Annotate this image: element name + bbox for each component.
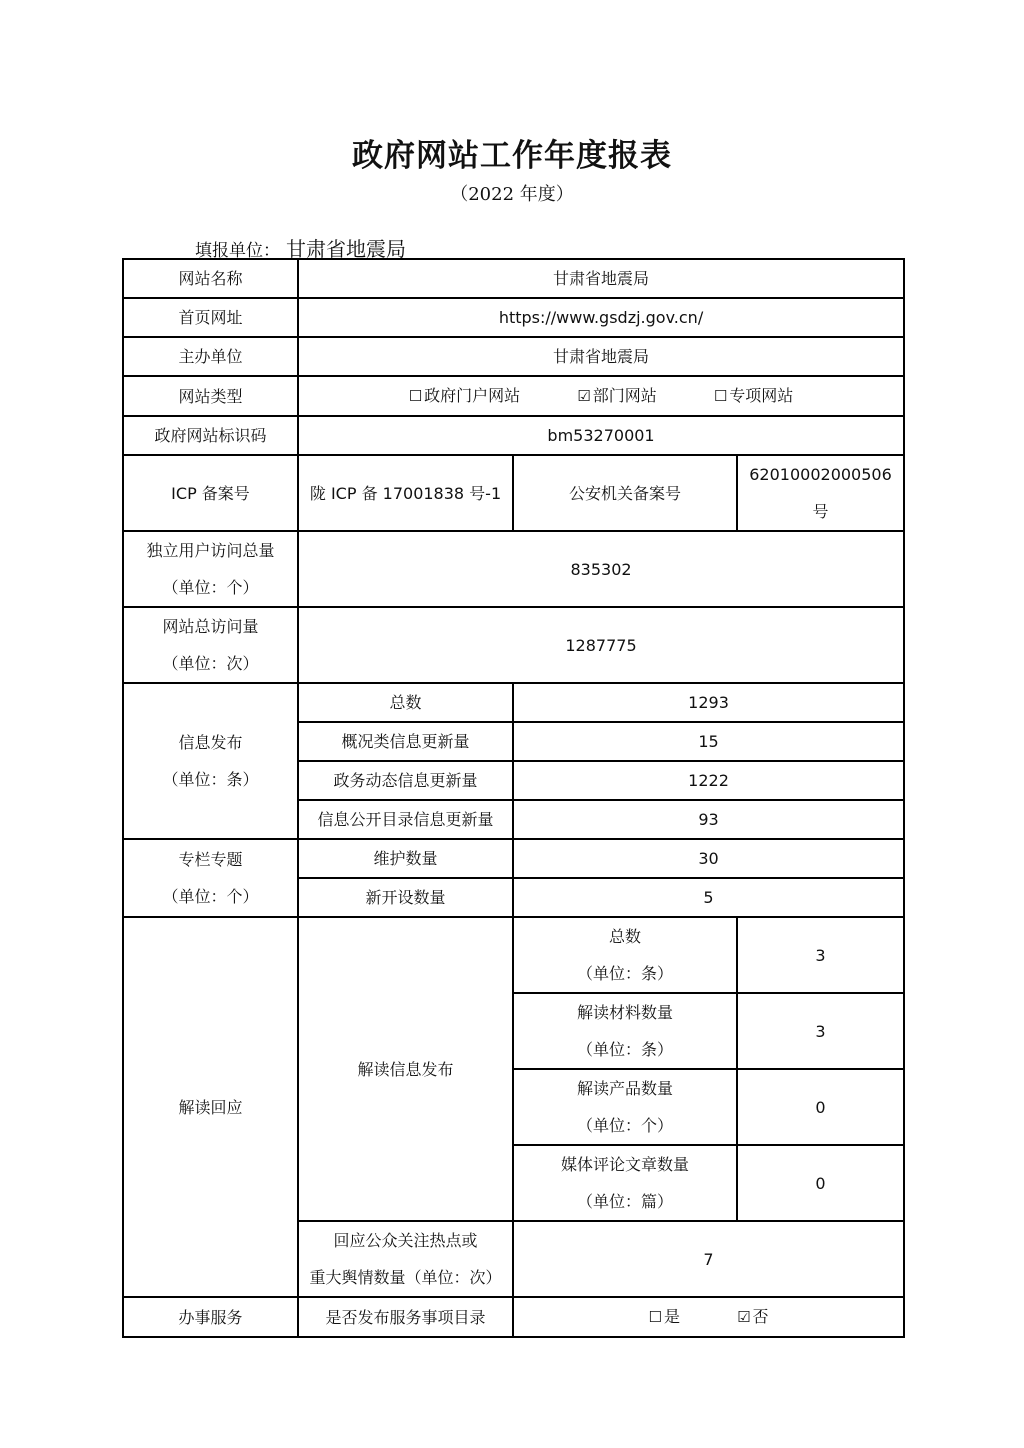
- unique-visitors-unit: （单位：个）: [162, 578, 259, 597]
- interp-item-label: [513, 993, 737, 1069]
- interp-item-title: 总数: [608, 927, 641, 946]
- columns-label: [123, 839, 298, 917]
- icp-label: ICP 备案号: [123, 455, 298, 531]
- site-type-options: [298, 376, 904, 416]
- columns-item-value: 5: [513, 878, 904, 917]
- total-visits-label: [123, 607, 298, 683]
- unique-visitors-title: 独立用户访问总量: [146, 541, 275, 560]
- row-site-code: [123, 416, 904, 455]
- interp-item-label: [513, 917, 737, 993]
- checkbox-unchecked-icon: ☐: [408, 387, 423, 405]
- row-info-total: [123, 683, 904, 722]
- interp-item-label: [513, 1069, 737, 1145]
- columns-item-label: 新开设数量: [298, 878, 513, 917]
- services-label: 办事服务: [123, 1297, 298, 1337]
- columns-title: 专栏专题: [178, 850, 243, 869]
- unique-visitors-label: [123, 531, 298, 607]
- row-icp: [123, 455, 904, 531]
- response-label-line-1: 回应公众关注热点或: [333, 1231, 478, 1250]
- row-unique-visitors: [123, 531, 904, 607]
- unique-visitors-value: 835302: [298, 531, 904, 607]
- interpretation-sub-label: 解读信息发布: [298, 917, 513, 1221]
- interp-item-label: [513, 1145, 737, 1221]
- site-type-option-label: 政府门户网站: [424, 386, 521, 405]
- police-record-value: 62010002000506 号: [737, 455, 904, 531]
- report-table: [122, 258, 905, 1338]
- info-item-value: 93: [513, 800, 904, 839]
- icp-value: 陇 ICP 备 17001838 号-1: [298, 455, 513, 531]
- row-services: [123, 1297, 904, 1337]
- interp-item-value: 3: [737, 917, 904, 993]
- site-type-option-label: 部门网站: [592, 386, 657, 405]
- site-type-option-special[interactable]: [714, 377, 793, 415]
- interp-item-title: 解读产品数量: [576, 1079, 673, 1098]
- row-columns-maintained: [123, 839, 904, 878]
- services-option-yes[interactable]: [649, 1298, 680, 1336]
- info-item-value: 1293: [513, 683, 904, 722]
- reporting-unit-label: 填报单位：: [195, 241, 280, 261]
- info-item-value: 1222: [513, 761, 904, 800]
- checkbox-unchecked-icon: ☐: [713, 387, 728, 405]
- site-type-option-label: 专项网站: [729, 386, 794, 405]
- interp-item-value: 0: [737, 1069, 904, 1145]
- site-type-label: 网站类型: [123, 376, 298, 416]
- site-code-label: 政府网站标识码: [123, 416, 298, 455]
- row-homepage: [123, 298, 904, 337]
- interp-item-value: 0: [737, 1145, 904, 1221]
- info-publish-unit: （单位：条）: [162, 770, 259, 789]
- host-unit-value: 甘肃省地震局: [298, 337, 904, 376]
- row-total-visits: [123, 607, 904, 683]
- row-interp-total: [123, 917, 904, 993]
- site-type-option-portal[interactable]: [409, 377, 520, 415]
- interp-item-unit: （单位：条）: [576, 964, 673, 983]
- info-item-label: 政务动态信息更新量: [298, 761, 513, 800]
- interp-item-title: 媒体评论文章数量: [560, 1155, 689, 1174]
- columns-unit: （单位：个）: [162, 887, 259, 906]
- columns-item-label: 维护数量: [298, 839, 513, 878]
- checkbox-checked-icon: ☑: [737, 1308, 751, 1326]
- homepage-link[interactable]: https://www.gsdzj.gov.cn/: [298, 298, 904, 337]
- row-site-type: [123, 376, 904, 416]
- interp-item-unit: （单位：条）: [576, 1040, 673, 1059]
- site-code-value: bm53270001: [298, 416, 904, 455]
- homepage-label: 首页网址: [123, 298, 298, 337]
- interpretation-label: 解读回应: [123, 917, 298, 1297]
- reporting-unit-value: 甘肃省地震局: [286, 237, 406, 261]
- services-options: [513, 1297, 904, 1337]
- site-type-option-department[interactable]: [577, 377, 656, 415]
- interp-item-unit: （单位：篇）: [576, 1192, 673, 1211]
- row-site-name: [123, 259, 904, 298]
- checkbox-unchecked-icon: ☐: [648, 1308, 662, 1326]
- interp-item-value: 3: [737, 993, 904, 1069]
- interp-item-unit: （单位：个）: [576, 1116, 673, 1135]
- row-host-unit: [123, 337, 904, 376]
- total-visits-unit: （单位：次）: [162, 654, 259, 673]
- response-label-line-2: 重大舆情数量（单位：次）: [309, 1268, 502, 1287]
- host-unit-label: 主办单位: [123, 337, 298, 376]
- checkbox-checked-icon: ☑: [577, 387, 591, 405]
- services-option-label: 否: [752, 1307, 769, 1326]
- interp-item-title: 解读材料数量: [576, 1003, 673, 1022]
- page-title: 政府网站工作年度报表: [352, 138, 672, 174]
- info-publish-title: 信息发布: [178, 733, 243, 752]
- response-value: 7: [513, 1221, 904, 1297]
- services-option-no[interactable]: [737, 1298, 768, 1336]
- info-item-value: 15: [513, 722, 904, 761]
- services-option-label: 是: [663, 1307, 680, 1326]
- total-visits-title: 网站总访问量: [162, 617, 259, 636]
- site-name-value: 甘肃省地震局: [298, 259, 904, 298]
- total-visits-value: 1287775: [298, 607, 904, 683]
- police-record-label: 公安机关备案号: [513, 455, 737, 531]
- info-item-label: 概况类信息更新量: [298, 722, 513, 761]
- info-publish-label: [123, 683, 298, 839]
- services-question: 是否发布服务事项目录: [298, 1297, 513, 1337]
- info-item-label: 信息公开目录信息更新量: [298, 800, 513, 839]
- page-subtitle: （2022 年度）: [450, 184, 574, 205]
- site-name-label: 网站名称: [123, 259, 298, 298]
- columns-item-value: 30: [513, 839, 904, 878]
- response-label: [298, 1221, 513, 1297]
- info-item-label: 总数: [298, 683, 513, 722]
